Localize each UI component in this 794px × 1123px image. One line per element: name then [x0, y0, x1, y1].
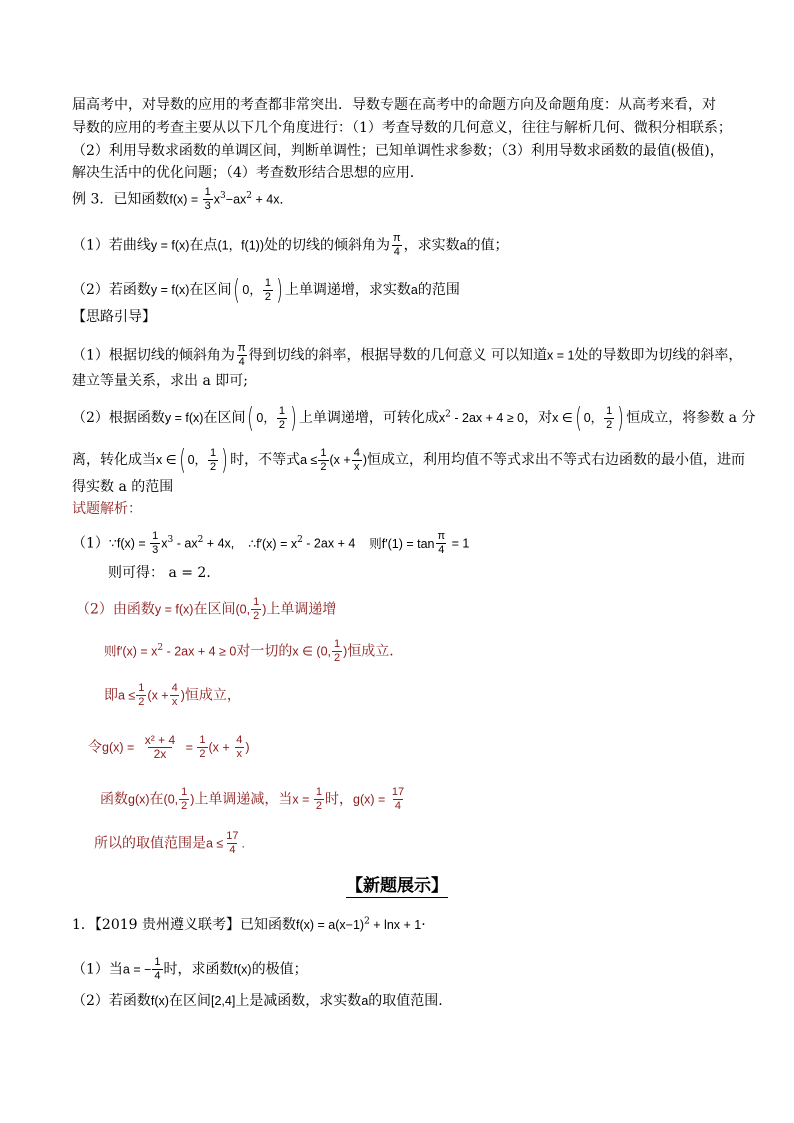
guide-title: 【思路引导】: [72, 309, 156, 325]
fraction: $\frac{1}{2}$: [320, 446, 327, 473]
fraction: $\frac{\pi}{4}$: [237, 342, 246, 368]
guide-para-1: （1）根据切线的倾斜角为 $\frac{\pi}{4}$ 得到切线的斜率，根据导数的几何意义 可以知道x = 1处的导数即为切线的斜率，: [72, 342, 743, 368]
fraction: $\frac{1}{3}$: [152, 530, 159, 556]
intro-line-2: 导数的应用的考查主要从以下几个角度进行：（1）考查导数的几何意义，往往与解析几何、微积分相联系；: [72, 120, 732, 136]
fraction: $\frac{1}{2}$: [606, 404, 613, 431]
fraction: $\frac{4}{x}$: [353, 446, 360, 473]
solution-step-1: （1）∵f(x) = $\frac{1}{3}$ $x^3 - ax^2 + 4x$, ∴f′(x) = $x^2 - 2ax + 4$ 则f′(1) = tan $\frac{\pi}{4}$ = 1: [72, 530, 470, 556]
solution-result-1: 则可得： a = 2．: [108, 565, 221, 581]
solution-title: 试题解析：: [72, 501, 142, 517]
fraction: $\frac{1}{2}$: [199, 734, 206, 760]
fraction: $\frac{17}{4}$: [391, 786, 405, 812]
section-heading: 【新题展示】: [346, 876, 448, 896]
fraction: $\frac{\text{x² + 4}}{2x}$: [144, 733, 176, 761]
fraction: $\frac{1}{2}$: [210, 446, 217, 473]
fraction: $\frac{\pi}{4}$: [393, 232, 401, 258]
solution-step-4: 即a ≤ $\frac{1}{2}$ (x + $\frac{4}{x}$ )恒成立，: [104, 682, 241, 708]
fraction: $\frac{1}{2}$: [138, 682, 145, 708]
guide-para-1-line-2: 建立等量关系，求出 a 即可;: [72, 373, 248, 389]
guide-para-2: （2）根据函数y = f(x)在区间( 0， $\frac{1}{2}$ ) 上单调递增，可转化成$x^2 - 2ax + 4 \ge 0$，对x ∈( 0， $\frac{1}{2}$ ) 恒成立，将参数 a 分: [72, 401, 756, 434]
fraction: $\frac{1}{2}$: [181, 786, 188, 812]
new-question-1: 1．【2019 贵州遵义联考】已知函数$f(x) = a(x-1)^2 + \ln x + 1\cdot$: [72, 916, 426, 933]
fraction: $\frac{1}{3}$: [204, 186, 211, 212]
fraction: $\frac{1}{2}$: [264, 276, 271, 303]
solution-step-3: 则$f'(x) = x^2 - 2ax + 4 \ge 0$对一切的x ∈ (0, $\frac{1}{2}$ )恒成立．: [104, 638, 404, 664]
example-question-2: （2）若函数y = f(x)在区间( 0， $\frac{1}{2}$ ) 上单调递增，求实数a的范围: [72, 273, 460, 306]
fraction: $\frac{1}{2}$: [315, 786, 323, 812]
solution-step-2: （2）由函数y = f(x)在区间(0, $\frac{1}{2}$ )上单调递增: [76, 596, 337, 622]
fraction: $\frac{17}{4}$: [226, 830, 239, 856]
fraction: $\frac{1}{4}$: [154, 956, 161, 982]
fraction: $\frac{4}{x}$: [236, 734, 243, 760]
new-question-1-part-2: （2）若函数f(x)在区间[2,4]上是减函数，求实数a的取值范围.: [72, 993, 443, 1009]
fraction: $\frac{1}{2}$: [253, 596, 260, 622]
solution-step-5: 令g(x) = $\frac{\text{x² + 4}}{2x}$ = $\frac{1}{2}$ (x + $\frac{4}{x}$ ): [88, 733, 250, 761]
intro-line-1: 届高考中，对导数的应用的考查都非常突出．导数专题在高考中的命题方向及命题角度：从高考来看，对: [72, 97, 716, 113]
guide-para-3: 离，转化成当x ∈( 0， $\frac{1}{2}$ ) 时，不等式a ≤ $\frac{1}{2}$ (x + $\frac{4}{x}$ )恒成立，利用均值不等式求出不等式右边函数的最小值，进而: [72, 443, 745, 476]
solution-step-6: 函数g(x)在(0, $\frac{1}{2}$ )上单调递减，当x = $\frac{1}{2}$ 时，g(x) = $\frac{17}{4}$: [100, 786, 405, 812]
fraction: $\frac{1}{2}$: [278, 404, 285, 431]
intro-line-4: 解决生活中的优化问题；（4）考查数形结合思想的应用．: [72, 165, 424, 181]
fraction: $\frac{\pi}{4}$: [437, 530, 446, 556]
guide-para-4: 得实数 a 的范围: [72, 479, 174, 495]
new-question-1-part-1: （1）当a = − $\frac{1}{4}$ 时，求函数f(x)的极值；: [72, 956, 308, 982]
fraction: $\frac{1}{2}$: [334, 638, 341, 664]
intro-line-3: （2）利用导数求函数的单调区间，判断单调性；已知单调性求参数；（3）利用导数求函数的最值(极值)，: [72, 143, 724, 159]
example-question-1: （1）若曲线y = f(x)在点(1，f(1))处的切线的倾斜角为 $\frac{\pi}{4}$ ，求实数a的值；: [72, 232, 509, 258]
solution-step-7: 所以的取值范围是a ≤ $\frac{17}{4}$ .: [94, 830, 246, 856]
example-statement: 例 3．已知函数f(x) = $\frac{1}{3}$ $x^3-ax^2 + 4x$．: [72, 186, 292, 212]
fraction: $\frac{4}{x}$: [171, 682, 178, 708]
